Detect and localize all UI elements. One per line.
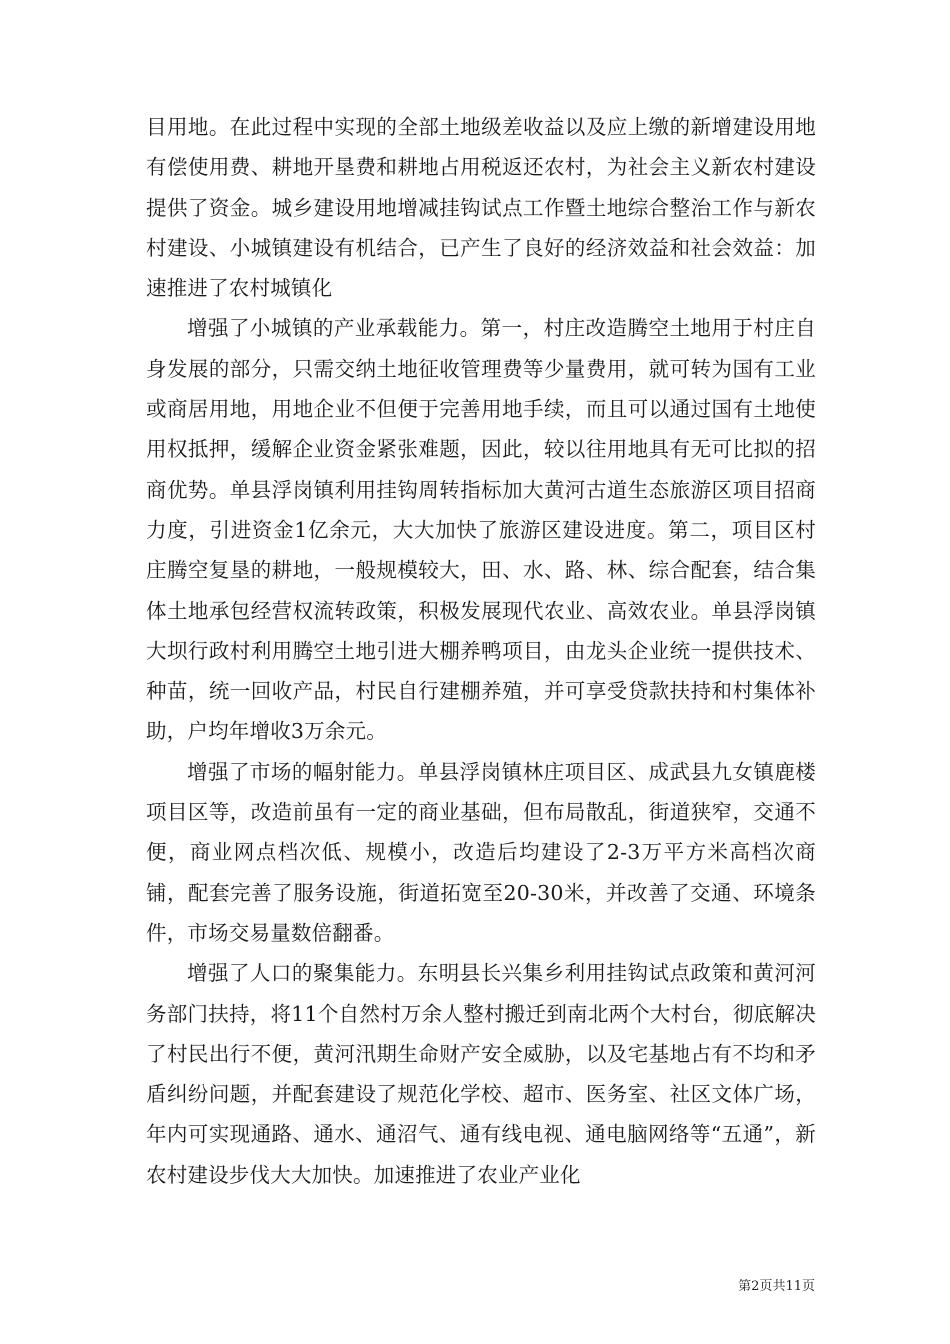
paragraph-market-radiation: 增强了市场的幅射能力。单县浮岗镇林庄项目区、成武县九女镇鹿楼项目区等，改造前虽有一定的商业基础，但布局散乱，街道狭窄，交通不便，商业网点档次低、规模小，改造后均建设了2-3万平方米高档次商铺，配套完善了服务设施，街道拓宽至20-30米，并改善了交通、环境条件，市场交易量数倍翻番。 [146, 759, 816, 945]
paragraph-population-gathering: 增强了人口的聚集能力。东明县长兴集乡利用挂钩试点政策和黄河河务部门扶持，将11个自然村万余人整村搬迁到南北两个大村台，彻底解决了村民出行不便，黄河汛期生命财产安全威胁，以及宅基地占有不均和矛盾纠纷问题，并配套建设了规范化学校、超市、医务室、社区文体广场，年内可实现通路、通水、通沼气、通有线电视、通电脑网络等“五通”，新农村建设步伐大大加快。加速推进了农业产业化 [146, 961, 816, 1187]
document-body [146, 107, 816, 1195]
paragraph-continuation: 目用地。在此过程中实现的全部土地级差收益以及应上缴的新增建设用地有偿使用费、耕地开垦费和耕地占用税返还农村，为社会主义新农村建设提供了资金。城乡建设用地增减挂钩试点工作暨土地综合整治工作与新农村建设、小城镇建设有机结合，已产生了良好的经济效益和社会效益：加速推进了农村城镇化 [146, 115, 816, 301]
paragraph-industry-capacity: 增强了小城镇的产业承载能力。第一，村庄改造腾空土地用于村庄自身发展的部分，只需交纳土地征收管理费等少量费用，就可转为国有工业或商居用地，用地企业不但便于完善用地手续，而且可以通过国有土地使用权抵押，缓解企业资金紧张难题，因此，较以往用地具有无可比拟的招商优势。单县浮岗镇利用挂钩周转指标加大黄河古道生态旅游区项目招商力度，引进资金1亿余元，大大加快了旅游区建设进度。第二，项目区村庄腾空复垦的耕地，一般规模较大，田、水、路、林、综合配套，结合集体土地承包经营权流转政策，积极发展现代农业、高效农业。单县浮岗镇大坝行政村利用腾空土地引进大棚养鸭项目，由龙头企业统一提供技术、种苗，统一回收产品，村民自行建棚养殖，并可享受贷款扶持和村集体补助，户均年增收3万余元。 [146, 316, 816, 744]
page-number-footer: 第2页共11页 [738, 1279, 815, 1294]
